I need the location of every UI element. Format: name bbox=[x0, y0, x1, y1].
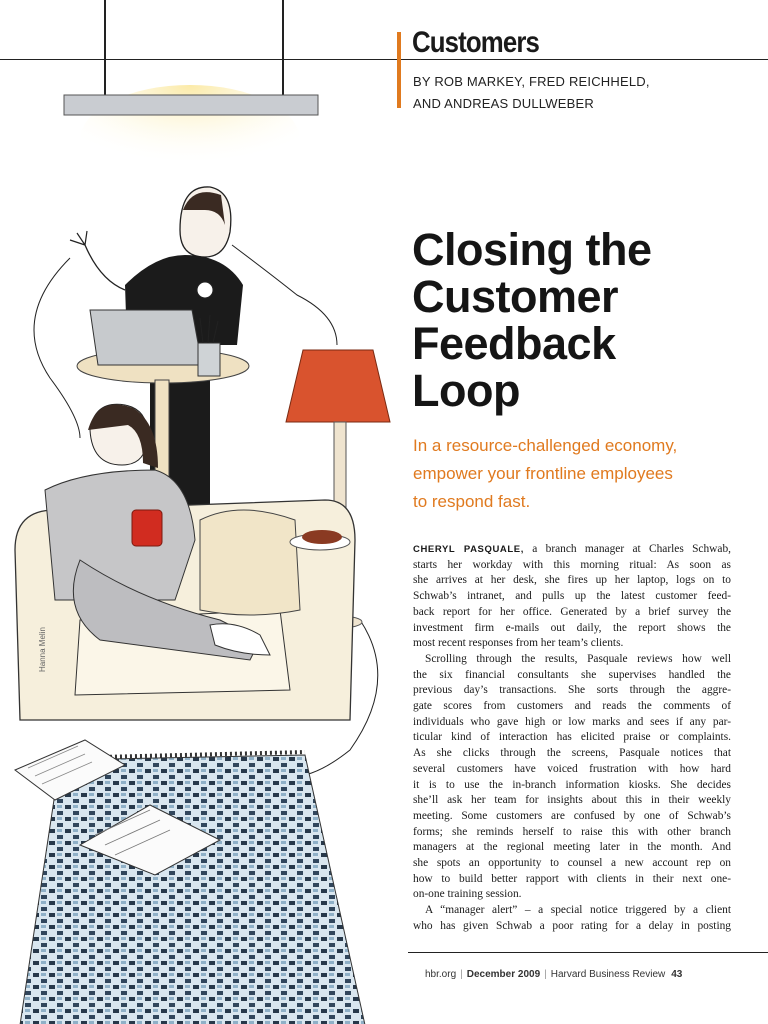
body-text: a branch manager at Charles Schwab, bbox=[523, 543, 731, 555]
body-line: back report for her office. Generated by a brief survey the bbox=[413, 605, 731, 618]
body-line: she spots an opportunity to counsel a new account rep on bbox=[413, 857, 731, 870]
footer-date: December 2009 bbox=[466, 969, 541, 980]
body-line: starts her workday with this morning ritual: As soon as bbox=[413, 558, 731, 571]
byline bbox=[413, 71, 650, 115]
page-number: 43 bbox=[671, 969, 683, 980]
byline-line: BY ROB MARKEY, FRED REICHHELD, bbox=[413, 74, 650, 89]
body-line: she arrives at her desk, she fires up her laptop, logs on to bbox=[413, 574, 731, 587]
body-line: how to build better rapport with clients in their next one- bbox=[413, 872, 731, 885]
body-line: it is to use the in-branch information kiosks. She decides bbox=[413, 778, 731, 791]
top-rule bbox=[0, 59, 768, 60]
headline-line: Feedback bbox=[412, 318, 616, 369]
headline-line: Customer bbox=[412, 271, 619, 322]
footer-publication: Harvard Business Review bbox=[550, 969, 666, 980]
body-line: forms; she reminds herself to raise this with other branch bbox=[413, 825, 731, 838]
body-line: investment firm e-mails out daily, the report shows the bbox=[413, 621, 731, 634]
rug bbox=[20, 752, 365, 1024]
headline-line: Loop bbox=[412, 365, 520, 416]
body-line: several customers have voiced frustration with how hard bbox=[413, 762, 731, 775]
article-body bbox=[413, 542, 731, 935]
ceiling-lamp bbox=[64, 0, 318, 195]
body-line: Scrolling through the results, Pasquale reviews how well bbox=[425, 652, 731, 665]
body-line: the six financial consultants she supervises handled the bbox=[413, 668, 731, 681]
body-line bbox=[413, 542, 731, 558]
body-line: managers at the regional meeting later in the month. And bbox=[413, 841, 731, 854]
body-line: A “manager alert” – a special notice triggered by a client bbox=[425, 904, 731, 917]
lead-name: CHERYL PASQUALE, bbox=[413, 544, 524, 555]
deck-line: to respond fast. bbox=[413, 492, 531, 511]
body-line: she’ll ask her team for insights about this in their weekly bbox=[413, 794, 731, 807]
footer-site: hbr.org bbox=[425, 969, 457, 980]
body-line: on-one training session. bbox=[413, 888, 522, 901]
section-title: Customers bbox=[412, 26, 540, 59]
deck-line: empower your frontline employees bbox=[413, 464, 673, 483]
deck-line: In a resource-challenged economy, bbox=[413, 436, 678, 455]
body-line: As she clicks through the screens, Pasquale notices that bbox=[413, 747, 731, 760]
body-line: meeting. Some customers are confused by one of Schwab’s bbox=[413, 809, 731, 822]
footer-rule bbox=[408, 952, 768, 953]
body-line: individuals who gave high or low marks and sees if any par- bbox=[413, 715, 731, 728]
body-line: gate scores from customers and reads the comments of bbox=[413, 700, 731, 713]
body-line: who has given Schwab a poor rating for a delay in posting bbox=[413, 919, 731, 932]
illustration-credit: Hanna Melin bbox=[38, 627, 47, 672]
body-line: most recent responses from her team’s clients. bbox=[413, 637, 624, 650]
body-line: previous day’s transactions. She sorts through the aggre- bbox=[413, 684, 731, 697]
article-deck bbox=[413, 432, 743, 516]
body-line: ticular kind of interaction has elicited praise or complaints. bbox=[413, 731, 731, 744]
article-headline bbox=[412, 226, 752, 414]
headline-line: Closing the bbox=[412, 224, 652, 275]
body-line: Schwab’s intranet, and pulls up the latest customer feed- bbox=[413, 590, 731, 603]
section-accent-bar bbox=[397, 32, 401, 108]
byline-line: AND ANDREAS DULLWEBER bbox=[413, 96, 594, 111]
page-footer: hbr.org | December 2009 | Harvard Business Review 43 bbox=[425, 969, 683, 980]
